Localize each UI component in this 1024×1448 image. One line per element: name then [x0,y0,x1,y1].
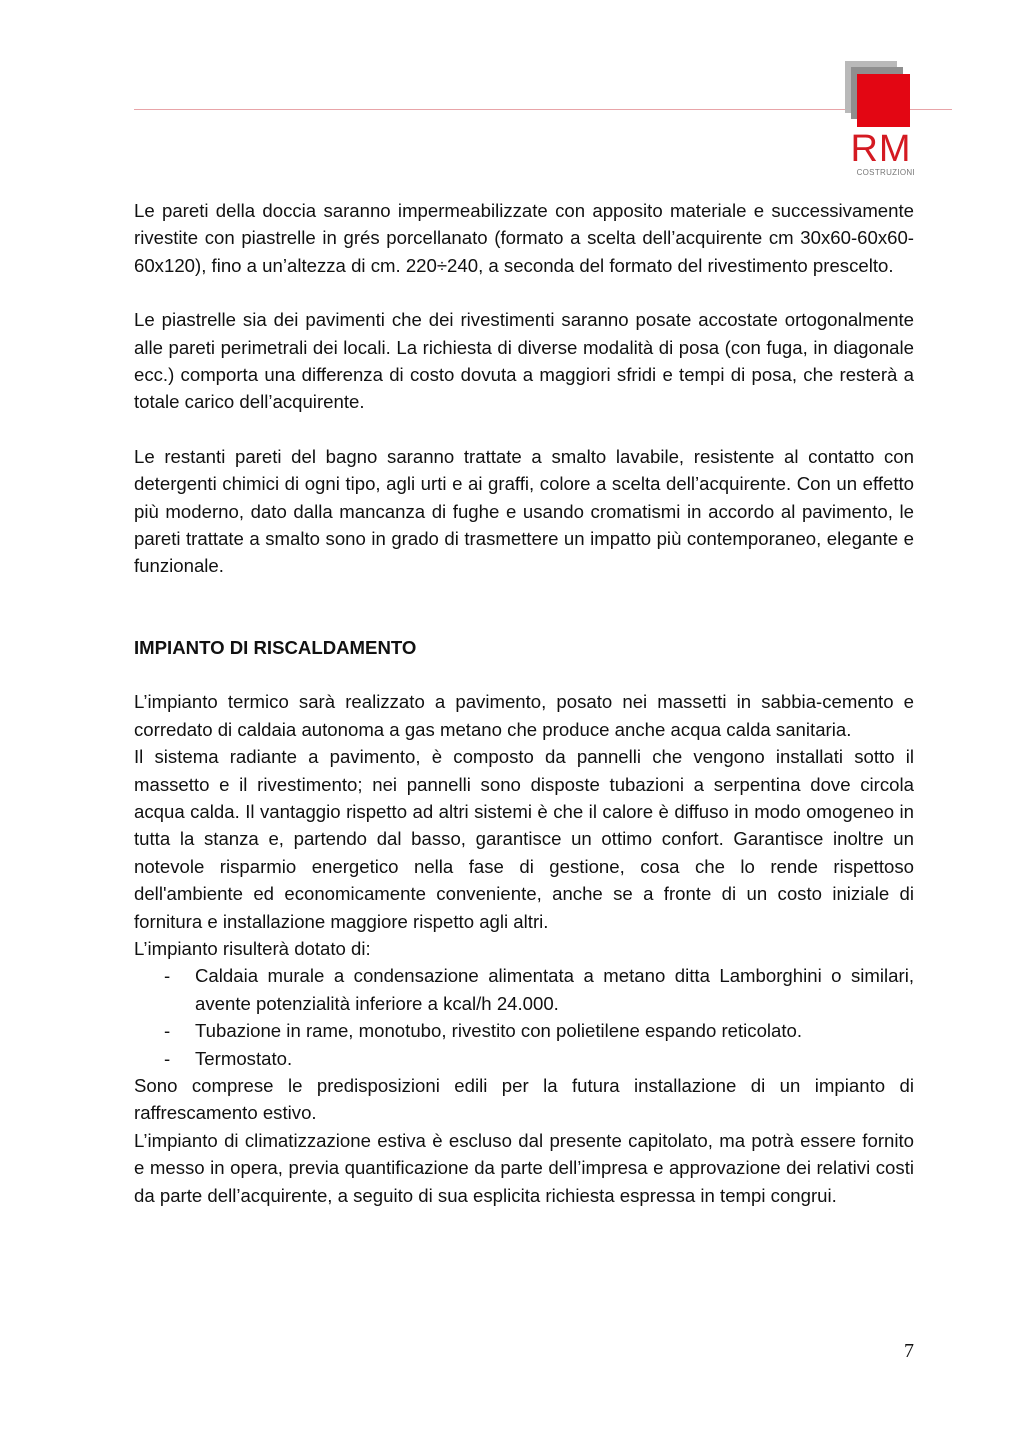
list-item-text: Tubazione in rame, monotubo, rivestito con polietilene espando reticolato. [195,1020,803,1042]
list-item [134,1045,914,1072]
header-rule [134,109,952,110]
paragraph-radiant-floor: Il sistema radiante a pavimento, è composto da pannelli che vengono installati sotto il massetto e il rivestimento; nei pannelli sono disposte tubazioni a serpentina dove circola acqua calda. Il vantaggio rispetto ad altri sistemi è che il calore è diffuso in modo omogeneo in tutta la stanza e, partendo dal basso, garantisce un ottimo confort. Garantisce inoltre un notevole risparmio energetico nella fase di gestione, cosa che lo rende rispettoso dell'ambiente ed economicamente conveniente, anche se a fronte di un costo iniziale di fornitura e installazione maggiore rispetto agli altri. [134,746,914,932]
paragraph-cooling-exclusion: L’impianto di climatizzazione estiva è escluso dal presente capitolato, ma potrà essere fornito e messo in opera, previa quantificazione da parte dell’impresa e approvazione dei relativi costi da parte dell’acquirente, a seguito di sua esplicita richiesta espressa in tempi congrui. [134,1129,914,1206]
paragraph-equipment-intro: L’impianto risulterà dotato di: [134,937,371,959]
paragraph-tile-laying: Le piastrelle sia dei pavimenti che dei rivestimenti saranno posate accostate ortogonalmente alle pareti perimetrali dei locali. La richiesta di diverse modalità di posa (con fuga, in diagonale ecc.) comporta una differenza di costo dovuta a maggiori sfridi e tempi di posa, che resterà a totale carico dell’acquirente. [134,309,914,413]
equipment-list [134,962,914,1072]
logo-letters: RM [850,128,912,170]
paragraph-shower-walls: Le pareti della doccia saranno impermeabilizzate con apposito materiale e successivamente rivestite con piastrelle in grés porcellanato (formato a scelta dell’acquirente cm 30x60-60x60-60x120), fino a un’altezza di cm. 220÷240, a seconda del formato del rivestimento prescelto. [134,200,914,276]
paragraph-bathroom-walls: Le restanti pareti del bagno saranno trattate a smalto lavabile, resistente al contatto con detergenti chimici di ogni tipo, agli urti e ai graffi, colore a scelta dell’acquirente. Con un effetto più moderno, dato dalla mancanza di fughe e usando cromatismi in accordo al pavimento, le pareti trattate a smalto sono in grado di trasmettere un impatto più contemporaneo, elegante e funzionale. [134,445,914,577]
list-item-text: Caldaia murale a condensazione alimentata a metano ditta Lamborghini o similari, avente potenzialità inferiore a kcal/h 24.000. [195,965,914,1014]
list-item [134,962,914,1017]
list-dash: - [164,965,171,987]
page-number: 7 [904,1340,914,1362]
paragraph-cooling-predisposition: Sono comprese le predisposizioni edili per la futura installazione di un impianto di raffrescamento estivo. [134,1074,914,1124]
paragraph-heating-system: L’impianto termico sarà realizzato a pavimento, posato nei massetti in sabbia-cemento e corredato di caldaia autonoma a gas metano che produce anche acqua calda sanitaria. [134,691,914,740]
logo-subtitle: COSTRUZIONI [856,168,915,177]
list-item [134,1017,914,1044]
list-dash: - [164,1020,171,1042]
document-body [134,197,914,1209]
list-item-text: Termostato. [195,1047,293,1069]
list-dash: - [164,1047,171,1069]
logo-square-front [857,74,910,127]
section-heading-heating: IMPIANTO DI RISCALDAMENTO [134,636,417,658]
company-logo [843,60,915,180]
